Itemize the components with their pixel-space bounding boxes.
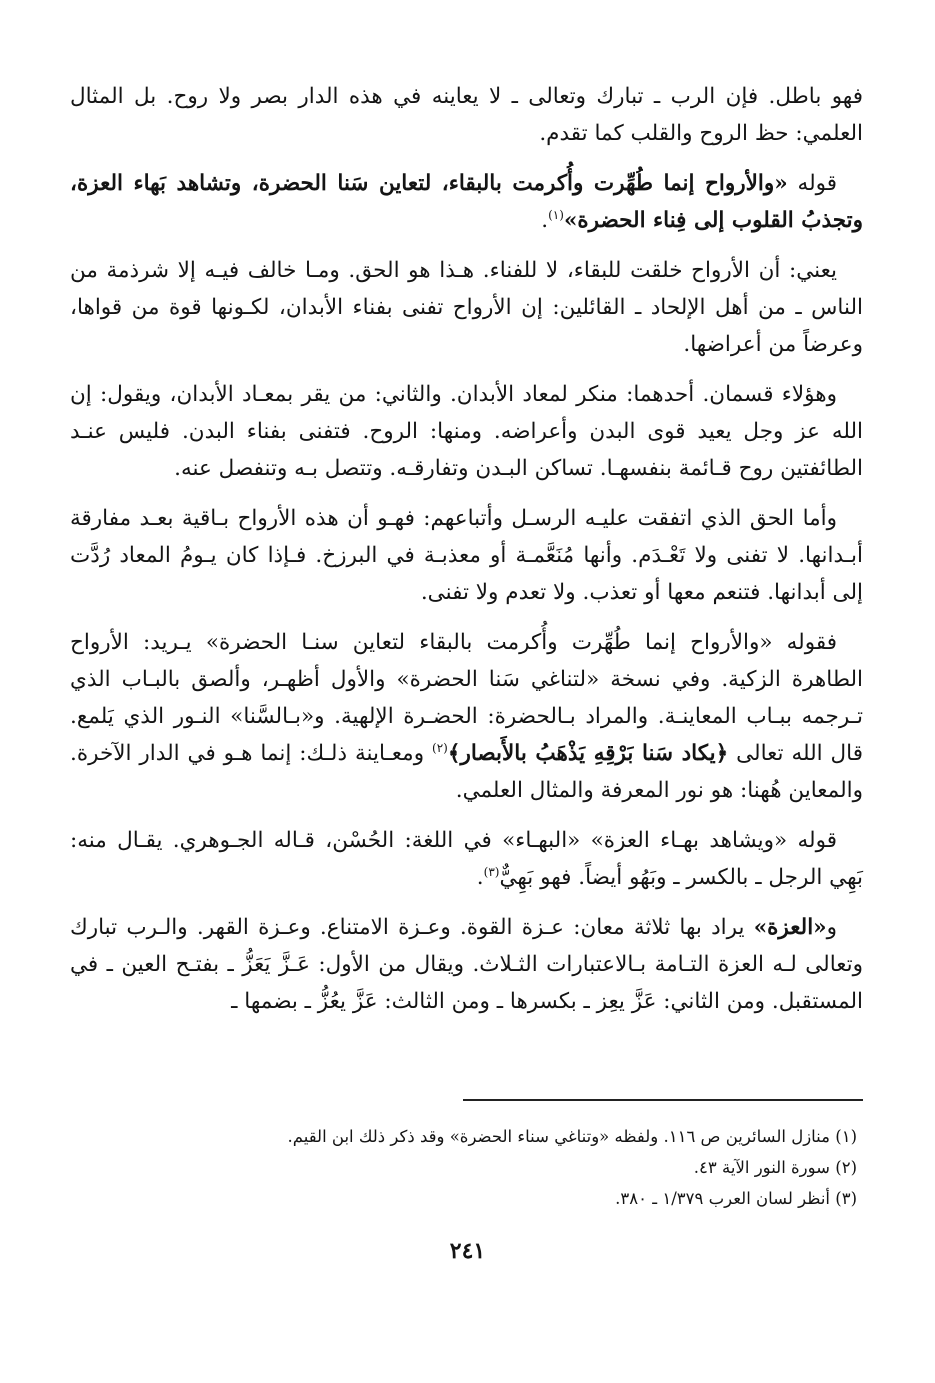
paragraph-text: قوله «ويشاهد بهـاء العزة» «البهـاء» في اللغة: الحُسْن، قـاله الجـوهري. يقـال منه: بَهِي الرجل ـ بالكسر ـ وبَهُو أيضاً. فهو بَهِيٌّ [70,828,863,890]
paragraph-1 [70,78,863,152]
footnote-marker: (٣) [483,864,500,879]
bold-term: «العزة» [753,915,827,940]
body-text [70,78,863,1033]
quran-verse: ﴿يكاد سَنا بَرْقِهِ يَذْهَبُ بالأَبصار﴾ [447,741,729,766]
paragraph-8 [70,909,863,1020]
paragraph-text: يعني: أن الأرواح خلقت للبقاء، لا للفناء. هـذا هو الحق. ومـا خالف فيـه إلا شرذمة من الناس ـ من أهل الإلحاد ـ القائلين: إن الأرواح تفنى بفناء الأبدان، لكـونها قوة من قواها، وعرضاً من أعراضها. [70,258,863,357]
paragraph-text: . [476,865,484,890]
paragraph-text: يراد بها ثلاثة معان: عـزة القوة. وعـزة الامتناع. وعـزة القهر. والـرب تبارك وتعالى لـه العزة التـامة بـالاعتبارات الثـلاث. ويقال من الأول: عَـزَّ يَعَزُّ ـ بفتـح العين ـ في المستقبل. ومن الثاني: عَزَّ يعِز ـ بكسرها ـ ومن الثالث: عَزَّ يعُزُّ ـ بضمها ـ [70,915,863,1014]
paragraph-text: فهو باطل. فإن الرب ـ تبارك وتعالى ـ لا يعاينه في هذه الدار بصر ولا روح. بل المثال العلمي: حظ الروح والقلب كما تقدم. [70,84,863,146]
paragraph-text: و [826,915,837,940]
paragraph-2 [70,165,863,239]
footnote-2: (٢) سورة النور الآية ٤٣. [693,1158,857,1177]
paragraph-text: وأما الحق الذي اتفقت عليـه الرسـل وأتباعهم: فهـو أن هذه الأرواح بـاقية بعـد مفارقة أبـدانها. لا تفنى ولا تَعْـدَم. وأنها مُنَعَّمـة أو معذبـة في البرزخ. فـإذا كان يـومُ المعاد رُدَّت إلى أبدانها. فتنعم معها أو تعذب. ولا تعدم ولا تفنى. [70,506,863,605]
paragraph-3 [70,252,863,363]
paragraph-text: ومعـاينة ذلـك: إنما هـو في الدار الآخرة. والمعاين هُهنا: هو نور المعرفة والمثال العلمي. [70,741,863,803]
footnote-marker: (٢) [432,740,448,755]
quoted-text: «والأرواح إنما طُهِّرت وأُكرمت بالبقاء، لتعاين سَنا الحضرة، وتشاهد بَهاء العزة، وتجذبُ القلوب إلى فِناء الحضرة» [70,171,863,233]
footnotes [77,1121,857,1214]
paragraph-4 [70,376,863,487]
footnote-marker: (١) [548,207,564,222]
paragraph-7 [70,822,863,896]
footnote-divider [463,1099,863,1101]
paragraph-6 [70,624,863,809]
footnote-3: (٣) أنظر لسان العرب ١/٣٧٩ ـ ٣٨٠. [615,1189,857,1208]
paragraph-5 [70,500,863,611]
paragraph-text: فقوله «والأرواح إنما طُهِّرت وأُكرمت بالبقاء لتعاين سنـا الحضرة» يـريد: الأرواح الطاهرة الزكية. وفي نسخة «لتناغي سَنا الحضرة» والأول أظهـر، وألصق بالبـاب الذي تـرجمه ببـاب المعاينـة. والمراد بـالحضرة: الحضـرة الإلهية. و«بـالسَّنا» النـور الذي يَلمع. قال الله تعالى [70,630,864,766]
paragraph-text: وهؤلاء قسمان. أحدهما: منكر لمعاد الأبدان. والثاني: من يقر بمعـاد الأبدان، ويقول: إن الله عز وجل يعيد قوى البدن وأعراضه. ومنها: الروح. فتفنى بفناء البدن. فليس عنـد الطائفتين روح قـائمة بنفسهـا. تساكن البـدن وتفارقـه. وتتصل بـه وتنفصل عنه. [70,382,863,481]
paragraph-text: قوله [787,171,838,196]
page-number: ٢٤١ [449,1238,486,1264]
footnote-1: (١) منازل السائرين ص ١١٦. ولفظه «وتناغي سناء الحضرة» وقد ذكر ذلك ابن القيم. [287,1127,857,1146]
paragraph-text: . [541,208,549,233]
